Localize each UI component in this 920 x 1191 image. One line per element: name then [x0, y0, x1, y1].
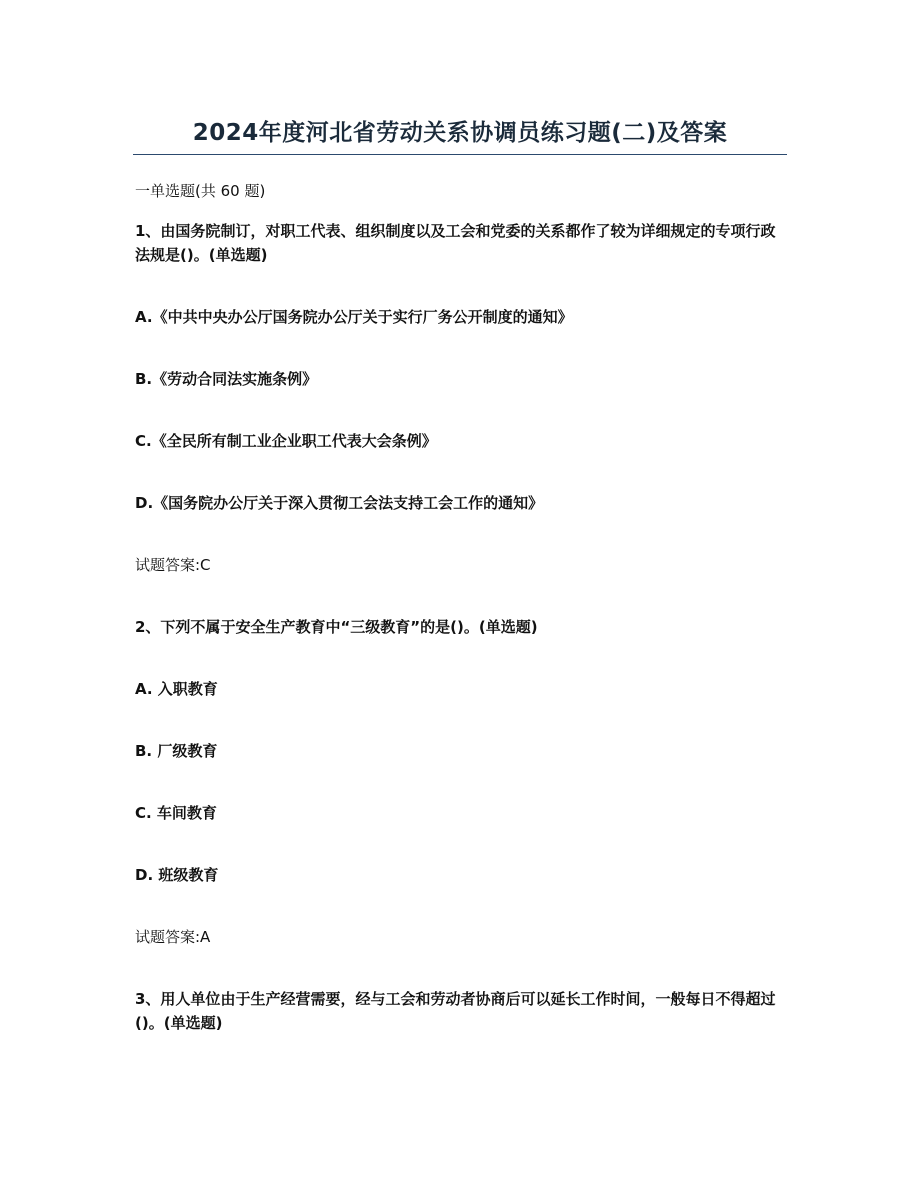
- question-1-answer: 试题答案:C: [135, 556, 211, 574]
- section-heading: 一单选题(共 60 题): [135, 182, 266, 200]
- question-2-stem: 2、下列不属于安全生产教育中“三级教育”的是()。(单选题): [135, 618, 538, 636]
- question-3-stem: 3、用人单位由于生产经营需要，经与工会和劳动者协商后可以延长工作时间，一般每日不得超过()。(单选题): [135, 990, 776, 1032]
- title-divider: [133, 154, 787, 155]
- question-1-option-b: B.《劳动合同法实施条例》: [135, 370, 318, 388]
- question-1-option-d: D.《国务院办公厅关于深入贯彻工会法支持工会工作的通知》: [135, 494, 544, 512]
- question-2-option-d: D. 班级教育: [135, 866, 219, 884]
- question-1-option-a: A.《中共中央办公厅国务院办公厅关于实行厂务公开制度的通知》: [135, 308, 573, 326]
- question-2-option-b: B. 厂级教育: [135, 742, 218, 760]
- question-1-option-c: C.《全民所有制工业企业职工代表大会条例》: [135, 432, 437, 450]
- question-1-stem: 1、由国务院制订，对职工代表、组织制度以及工会和党委的关系都作了较为详细规定的专项行政法规是()。(单选题): [135, 222, 776, 264]
- document-title: 2024年度河北省劳动关系协调员练习题(二)及答案: [192, 120, 728, 146]
- question-2-option-a: A. 入职教育: [135, 680, 218, 698]
- question-2-option-c: C. 车间教育: [135, 804, 217, 822]
- question-2-answer: 试题答案:A: [135, 928, 211, 946]
